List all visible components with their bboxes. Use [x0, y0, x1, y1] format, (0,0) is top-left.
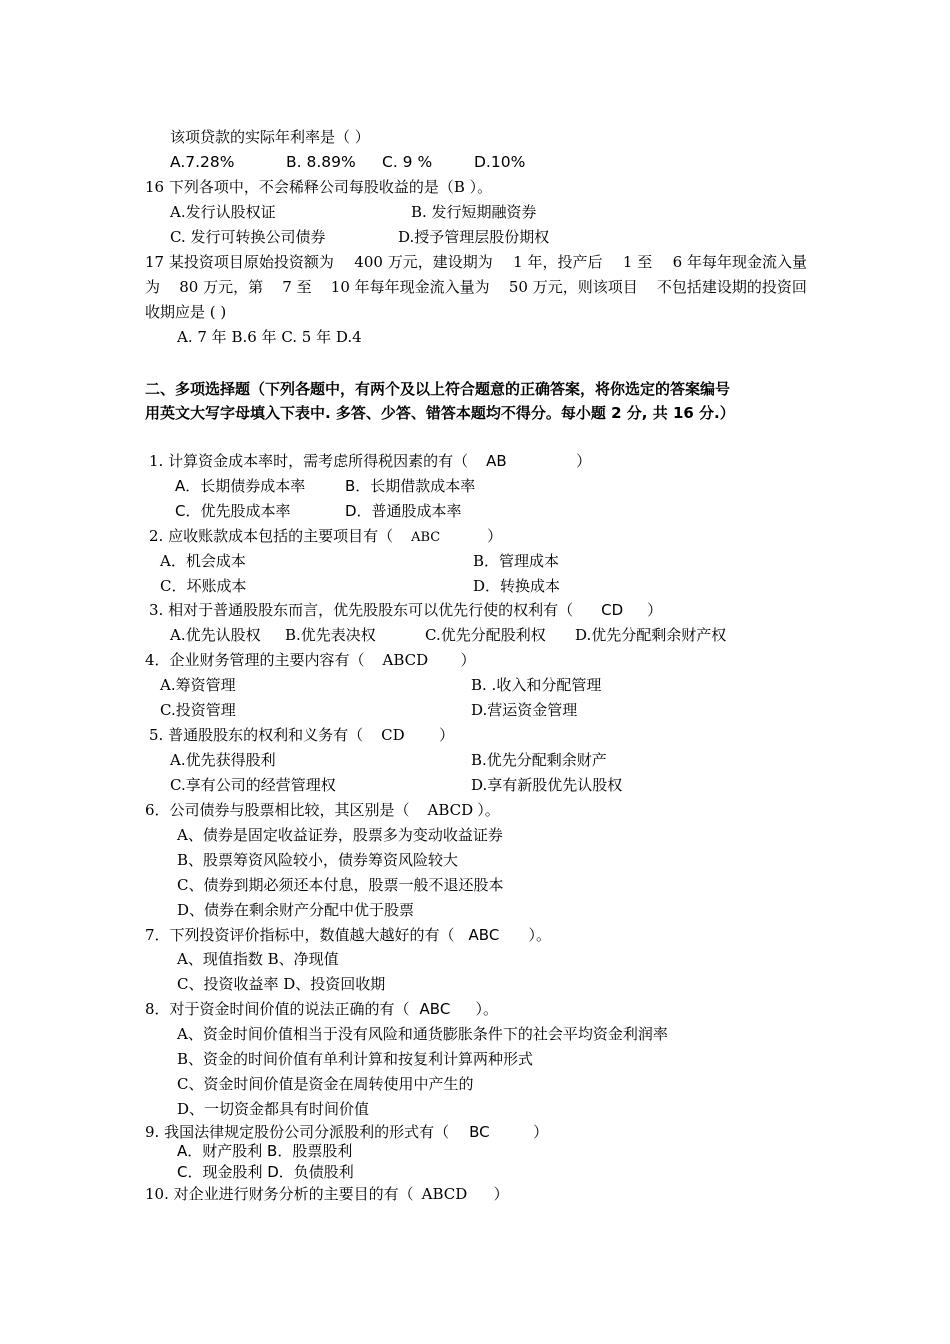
mq1-stem [149, 451, 591, 471]
mq6-answer: ABCD [427, 801, 474, 819]
q15-option-c: C. 9 % [382, 153, 433, 171]
mq5-option-d: D.享有新股优先认股权 [471, 776, 623, 794]
mq1-option-d: D．普通股成本率 [345, 502, 462, 520]
mq3-options [170, 625, 726, 645]
mq2-option-d: D．转换成本 [473, 577, 561, 595]
mq6-option-a: A、债券是固定收益证券，股票多为变动收益证券 [177, 826, 503, 844]
q17-line-1-part: 1 至 [622, 253, 653, 271]
mq7-options-line-1: A、现值指数 B、净现值 [177, 950, 339, 968]
mq7-close: ）。 [528, 926, 552, 944]
mq6-stem [145, 800, 500, 820]
mq1-answer: AB [486, 452, 507, 470]
mq3-option-a: A.优先认股权 [170, 626, 261, 644]
mq6-stem-text: 6．公司债券与股票相比较，其区别是（ [145, 801, 410, 819]
mq1-close: ） [576, 452, 592, 470]
mq1-option-c: C．优先股成本率 [175, 502, 291, 520]
mq6-option-d: D、债券在剩余财产分配中优于股票 [177, 901, 415, 919]
mq10-close: ） [493, 1185, 509, 1203]
q17-line-1-part: 400 万元，建设期为 [354, 253, 493, 271]
mq2-option-a: A．机会成本 [160, 552, 246, 570]
q16-option-b: B. 发行短期融资券 [411, 203, 537, 221]
q15-options [170, 152, 525, 172]
q16-option-c: C. 发行可转换公司债券 [170, 228, 326, 246]
mq8-close: ）。 [475, 1000, 499, 1018]
q16-stem: 16 下列各项中，不会稀释公司每股收益的是（B ）。 [145, 178, 493, 196]
mq9-stem-text: 9. 我国法律规定股份公司分派股利的形式有（ [145, 1123, 450, 1141]
mq4-option-d: D.营运资金管理 [471, 701, 578, 719]
mq7-answer: ABC [468, 926, 500, 944]
mq2-stem-text: 2. 应收账款成本包括的主要项目有（ [149, 527, 394, 545]
mq7-options-line-2: C、投资收益率 D、投资回收期 [177, 975, 386, 993]
mq4-answer: ABCD [382, 651, 429, 669]
q17-line-2-part: 为 [145, 278, 161, 296]
mq7-stem [145, 925, 551, 945]
mq6-option-b: B、股票筹资风险较小，债券筹资风险较大 [177, 851, 459, 869]
q17-line-1-part: 1 年，投产后 [513, 253, 603, 271]
mq7-stem-text: 7．下列投资评价指标中，数值越大越好的有（ [145, 926, 455, 944]
mq3-option-d: D.优先分配剩余财产权 [575, 626, 727, 644]
q17-line-3: 收期应是 ( ) [145, 303, 227, 321]
section-heading-line-2: 用英文大写字母填入下表中. 多答、少答、错答本题均不得分。每小题 2 分, 共 16 分.） [145, 404, 735, 422]
mq3-stem-text: 3. 相对于普通股股东而言，优先股股东可以优先行使的权利有（ [149, 601, 574, 619]
q16-option-a: A.发行认股权证 [170, 203, 276, 221]
mq5-stem-text: 5. 普通股股东的权利和义务有（ [149, 726, 364, 744]
q17-line-2-part: 10 年每年现金流入量为 [330, 278, 490, 296]
mq2-option-c: C．坏账成本 [160, 577, 247, 595]
mq3-option-b: B.优先表决权 [285, 626, 376, 644]
mq2-close: ） [487, 527, 503, 545]
mq4-option-c: C.投资管理 [160, 701, 236, 719]
mq2-stem [149, 526, 502, 548]
q17-line-1-part: 17 某投资项目原始投资额为 [145, 253, 334, 271]
mq3-answer: CD [601, 601, 624, 619]
mq3-close: ） [647, 601, 663, 619]
q17-line-2-part: 不包括建设期的投资回 [656, 278, 807, 296]
mq1-option-a: A．长期债券成本率 [175, 477, 306, 495]
q17-line-1 [145, 252, 807, 272]
mq5-answer: CD [381, 726, 405, 744]
q17-line-2-part: 7 至 [282, 278, 312, 296]
mq1-option-b: B．长期借款成本率 [345, 477, 476, 495]
q17-options: A. 7 年 B.6 年 C. 5 年 D.4 [177, 328, 362, 346]
mq5-option-a: A.优先获得股利 [170, 751, 276, 769]
mq4-stem-text: 4．企业财务管理的主要内容有（ [145, 651, 365, 669]
mq1-stem-text: 1. 计算资金成本率时，需考虑所得税因素的有（ [149, 452, 469, 470]
mq4-stem [145, 650, 476, 670]
mq10-stem-text: 10. 对企业进行财务分析的主要目的有（ [145, 1185, 414, 1203]
mq9-close: ） [533, 1123, 549, 1141]
mq4-option-a: A.筹资管理 [160, 676, 236, 694]
mq8-option-d: D、一切资金都具有时间价值 [177, 1100, 370, 1118]
mq3-stem [149, 600, 662, 620]
mq9-options-line-1: A．财产股利 B．股票股利 [177, 1142, 353, 1160]
mq2-answer: ABC [411, 530, 441, 545]
q17-line-2 [145, 277, 807, 297]
mq8-option-a: A、资金时间价值相当于没有风险和通货膨胀条件下的社会平均资金利润率 [177, 1025, 668, 1043]
q15-option-d: D.10% [474, 153, 526, 171]
mq9-options-line-2: C．现金股利 D．负债股利 [177, 1163, 354, 1181]
mq3-option-c: C.优先分配股利权 [425, 626, 546, 644]
mq5-option-c: C.享有公司的经营管理权 [170, 776, 336, 794]
mq8-stem-text: 8．对于资金时间价值的说法正确的有（ [145, 1000, 410, 1018]
mq8-option-b: B、资金的时间价值有单利计算和按复利计算两种形式 [177, 1050, 534, 1068]
q15-option-a: A.7.28% [170, 153, 235, 171]
mq10-answer: ABCD [421, 1185, 468, 1203]
q15-stem-end: 该项贷款的实际年利率是（ ） [170, 128, 370, 146]
mq9-stem [145, 1122, 548, 1142]
mq8-stem [145, 999, 498, 1019]
mq10-stem [145, 1184, 509, 1204]
mq8-answer: ABC [419, 1000, 451, 1018]
mq6-close: ）。 [477, 801, 500, 819]
mq2-option-b: B．管理成本 [473, 552, 560, 570]
mq9-answer: BC [469, 1123, 490, 1141]
mq4-close: ） [460, 651, 476, 669]
q17-line-1-part: 6 年每年现金流入量 [672, 253, 807, 271]
mq8-option-c: C、资金时间价值是资金在周转使用中产生的 [177, 1075, 474, 1093]
mq6-option-c: C、债券到期必须还本付息，股票一般不退还股本 [177, 876, 504, 894]
q17-line-2-part: 80 万元，第 [179, 278, 264, 296]
section-heading-line-1: 二、多项选择题（下列各题中，有两个及以上符合题意的正确答案，将你选定的答案编号 [145, 380, 731, 398]
q17-line-2-part: 50 万元，则该项目 [508, 278, 638, 296]
mq5-option-b: B.优先分配剩余财产 [471, 751, 607, 769]
q15-option-b: B. 8.89% [286, 153, 356, 171]
mq5-close: ） [439, 726, 455, 744]
q16-option-d: D.授予管理层股份期权 [398, 228, 550, 246]
mq5-stem [149, 725, 454, 745]
mq4-option-b: B. .收入和分配管理 [471, 676, 602, 694]
